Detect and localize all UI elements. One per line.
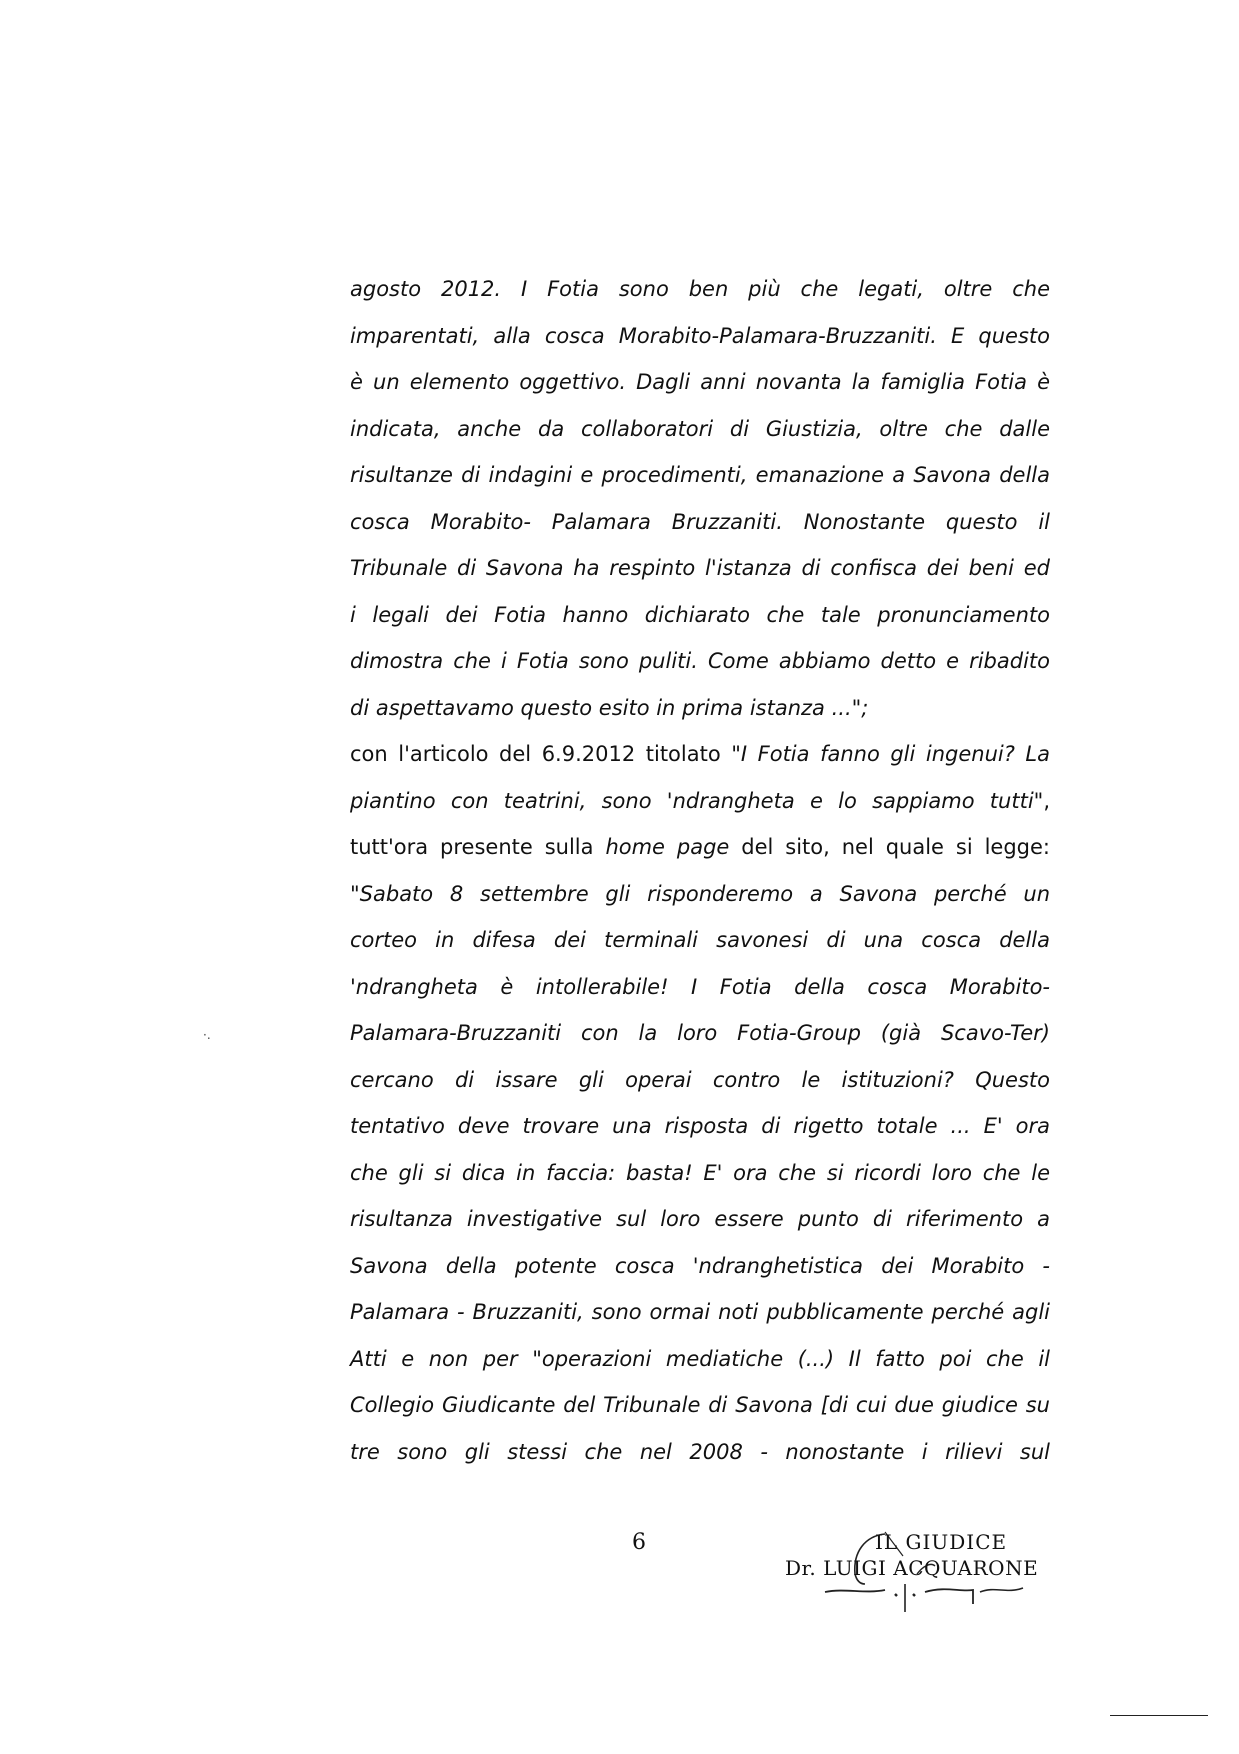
- text-line: di aspettavamo questo esito in prima istanza ...";: [350, 695, 869, 720]
- text-segment: del sito, nel quale si legge:: [729, 835, 1050, 859]
- text-line: Palamara-Bruzzaniti con la loro Fotia-Group (già Scavo-Ter): [350, 1021, 1050, 1045]
- text-segment: tutt'ora presente sulla: [350, 835, 606, 859]
- stamp-title: IL GIUDICE: [875, 1530, 1008, 1554]
- text-line: [350, 731, 1050, 778]
- text-line: Collegio Giudicante del Tribunale di Savona [di cui due giudice su: [350, 1393, 1050, 1417]
- margin-mark: ·.: [203, 1028, 211, 1042]
- text-segment: con l'articolo del 6.9.2012 titolato: [350, 742, 732, 766]
- text-line: 'ndrangheta è intollerabile! I Fotia della cosca Morabito-: [350, 974, 1050, 999]
- text-line: "Sabato 8 settembre gli risponderemo a Savona perché un: [350, 881, 1050, 906]
- bottom-rule: [1110, 1715, 1208, 1716]
- text-line: risultanze di indagini e procedimenti, emanazione a Savona della: [350, 463, 1050, 487]
- text-line: che gli si dica in faccia: basta! E' ora che si ricordi loro che le: [350, 1160, 1050, 1185]
- text-line: agosto 2012. I Fotia sono ben più che legati, oltre che: [350, 277, 1050, 301]
- text-line: Tribunale di Savona ha respinto l'istanza di confisca dei beni ed: [350, 556, 1050, 580]
- text-line: cercano di issare gli operai contro le istituzioni? Questo: [350, 1067, 1050, 1092]
- text-line: i legali dei Fotia hanno dichiarato che tale pronunciamento: [350, 602, 1050, 627]
- text-line: [350, 778, 1050, 825]
- body-text: [350, 266, 1050, 1475]
- text-line: cosca Morabito- Palamara Bruzzaniti. Nonostante questo il: [350, 509, 1050, 534]
- text-segment: home page: [605, 835, 730, 859]
- text-segment: piantino con teatrini, sono 'ndrangheta e lo sappiamo tutti": [350, 788, 1044, 813]
- text-line: risultanza investigative sul loro essere punto di riferimento a: [350, 1207, 1050, 1231]
- text-line: Palamara - Bruzzaniti, sono ormai noti pubblicamente perché agli: [350, 1300, 1050, 1324]
- page-number: 6: [632, 1530, 646, 1555]
- text-segment: ,: [1043, 788, 1050, 813]
- text-line: è un elemento oggettivo. Dagli anni novanta la famiglia Fotia è: [350, 370, 1050, 394]
- text-line: tentativo deve trovare una risposta di rigetto totale ... E' ora: [350, 1114, 1050, 1138]
- text-line: Savona della potente cosca 'ndranghetistica dei Morabito -: [350, 1253, 1050, 1278]
- text-segment: "I Fotia fanno gli ingenui? La: [731, 742, 1051, 766]
- text-line: [350, 824, 1050, 871]
- text-line: tre sono gli stessi che nel 2008 - nonostante i rilievi sul: [350, 1439, 1050, 1464]
- stamp-name: Dr. LUIGI ACQUARONE: [785, 1556, 1039, 1580]
- text-line: dimostra che i Fotia sono puliti. Come abbiamo detto e ribadito: [350, 649, 1050, 673]
- judge-stamp: [785, 1522, 1039, 1612]
- text-line: Atti e non per "operazioni mediatiche (...) Il fatto poi che il: [350, 1346, 1050, 1371]
- text-line: corteo in difesa dei terminali savonesi di una cosca della: [350, 928, 1050, 952]
- text-line: imparentati, alla cosca Morabito-Palamara-Bruzzaniti. E questo: [350, 323, 1050, 348]
- text-line: indicata, anche da collaboratori di Giustizia, oltre che dalle: [350, 416, 1050, 441]
